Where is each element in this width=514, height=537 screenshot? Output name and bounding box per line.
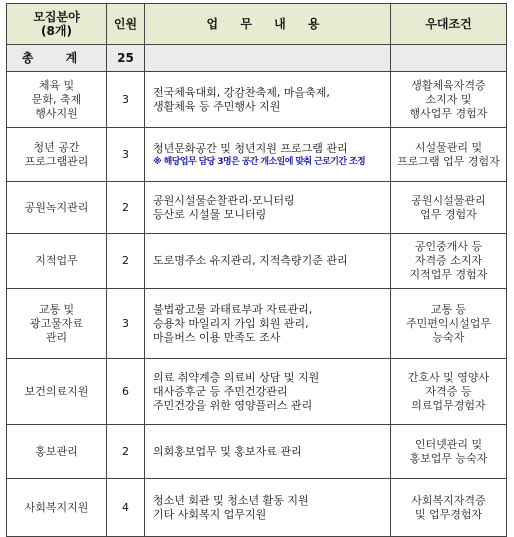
field-cell: 공원녹지관리	[7, 182, 107, 234]
duty-cell: 전국체육대회, 강감찬축제, 마을축제, 생활체육 등 주민행사 지원	[145, 72, 391, 128]
count-cell: 2	[107, 182, 145, 234]
condition-cell: 생활체육자격증 소지자 및 행사업무 경험자	[391, 72, 507, 128]
header-count: 인원	[107, 4, 145, 45]
field-cell: 교통 및 광고물자료 관리	[7, 289, 107, 359]
table-row	[7, 72, 507, 128]
field-cell: 청년 공간 프로그램관리	[7, 128, 107, 182]
table-row	[7, 289, 507, 359]
count-cell: 3	[107, 128, 145, 182]
header-duty: 업 무 내 용	[145, 4, 391, 45]
table-row	[7, 182, 507, 234]
count-cell: 6	[107, 359, 145, 425]
count-cell: 3	[107, 289, 145, 359]
total-row	[7, 45, 507, 72]
duty-cell: 의료 취약계층 의료비 상담 및 지원 대사증후군 등 주민건강관리 주민건강을 위한 영양플러스 관리	[145, 359, 391, 425]
condition-cell: 교통 등 주민편익시설업무 능숙자	[391, 289, 507, 359]
condition-cell: 공인중개사 등 자격증 소지자 지적업무 경험자	[391, 234, 507, 289]
field-cell: 체육 및 문화, 축제 행사지원	[7, 72, 107, 128]
condition-cell: 간호사 및 영양사 자격증 등 의료업무경험자	[391, 359, 507, 425]
table-row	[7, 425, 507, 479]
total-empty-condition	[391, 45, 507, 72]
field-cell: 홍보관리	[7, 425, 107, 479]
duty-cell: 도로명주소 유지관리, 지적측량기준 관리	[145, 234, 391, 289]
field-cell: 지적업무	[7, 234, 107, 289]
count-cell: 2	[107, 234, 145, 289]
header-field: 모집분야 (8개)	[7, 4, 107, 45]
duty-cell: 의회홍보업무 및 홍보자료 관리	[145, 425, 391, 479]
condition-cell: 사회복지자격증 및 업무경험자	[391, 479, 507, 537]
count-cell: 4	[107, 479, 145, 537]
condition-cell: 시설물관리 및 프로그램 업무 경험자	[391, 128, 507, 182]
condition-cell: 인터넷관리 및 홍보업무 능숙자	[391, 425, 507, 479]
table-row	[7, 359, 507, 425]
total-empty-duty	[145, 45, 391, 72]
duty-cell: 불법광고물 과태료부과 자료관리, 승용차 마일리지 가입 회원 관리, 마을버스 이용 만족도 조사	[145, 289, 391, 359]
duty-cell: 공원시설물순찰관리·모니터링 등산로 시설물 모니터링	[145, 182, 391, 234]
total-count: 25	[107, 45, 145, 72]
field-cell: 사회복지지원	[7, 479, 107, 537]
duty-cell	[145, 128, 391, 182]
table-row	[7, 479, 507, 537]
header-condition: 우대조건	[391, 4, 507, 45]
duty-text: 청년문화공간 및 청년지원 프로그램 관리	[153, 141, 348, 155]
table-row	[7, 128, 507, 182]
count-cell: 3	[107, 72, 145, 128]
recruitment-table	[6, 3, 507, 537]
duty-note: ※ 해당업무 담당 3명은 공간 개소일에 맞춰 근로기간 조정	[153, 156, 366, 167]
condition-cell: 공원시설물관리 업무 경험자	[391, 182, 507, 234]
header-row	[7, 4, 507, 45]
total-label: 총 계	[7, 45, 107, 72]
field-cell: 보건의료지원	[7, 359, 107, 425]
duty-cell: 청소년 회관 및 청소년 활동 지원 기타 사회복지 업무지원	[145, 479, 391, 537]
table-row	[7, 234, 507, 289]
count-cell: 2	[107, 425, 145, 479]
